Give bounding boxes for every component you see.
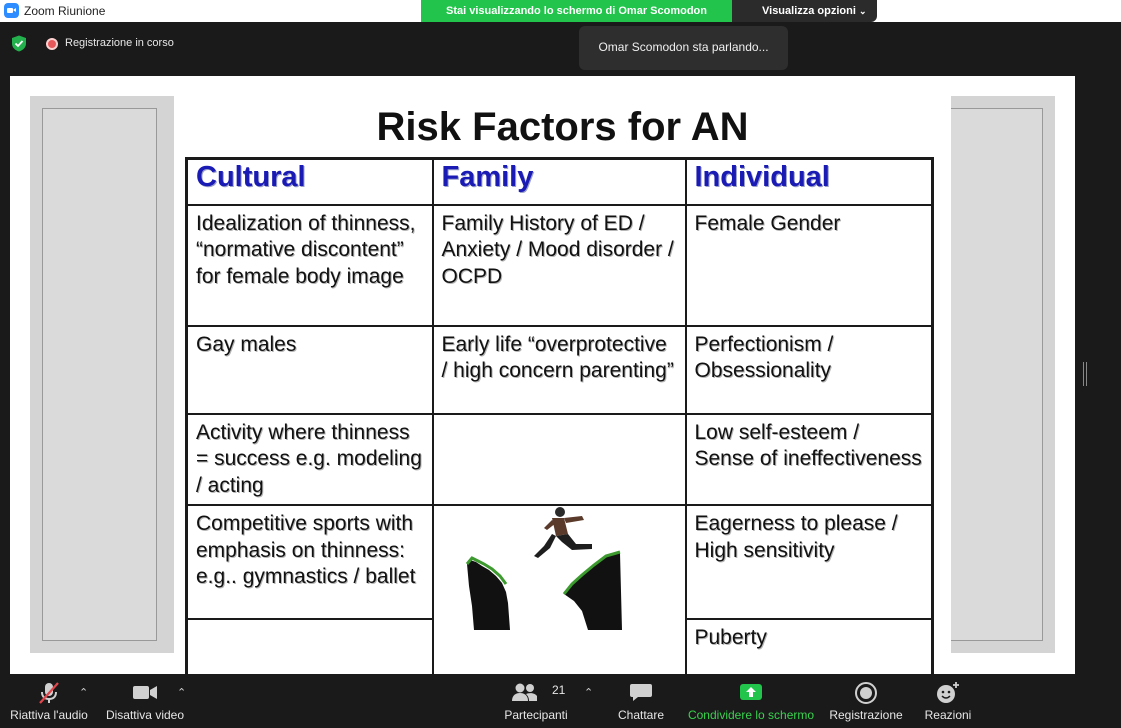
video-camera-icon xyxy=(132,681,158,703)
table-cell: Activity where thinness = success e.g. modeling / acting xyxy=(187,414,433,506)
table-header: Family xyxy=(433,159,686,205)
table-header: Cultural xyxy=(187,159,433,205)
table-cell: Perfectionism / Obsessionality xyxy=(686,326,933,414)
cliff-jump-illustration-cell xyxy=(433,505,686,683)
risk-factors-table xyxy=(185,157,934,685)
table-row xyxy=(187,205,933,326)
table-row xyxy=(187,505,933,619)
reactions-label: Reazioni xyxy=(924,708,972,722)
table-header: Individual xyxy=(686,159,933,205)
recording-status[interactable]: Registrazione in corso xyxy=(65,37,174,49)
active-speaker-toast: Omar Scomodon sta parlando... xyxy=(579,26,788,70)
share-screen-button[interactable] xyxy=(686,676,816,728)
stop-video-button[interactable] xyxy=(104,676,186,728)
smiley-plus-icon xyxy=(935,681,961,705)
chat-bubble-icon xyxy=(629,681,653,703)
slide-title: Risk Factors for AN xyxy=(376,105,749,149)
table-cell: Idealization of thinness, “normative discontent” for female body image xyxy=(187,205,433,326)
shield-check-icon[interactable] xyxy=(11,35,27,52)
record-button[interactable] xyxy=(827,676,905,728)
table-cell: Family History of ED / Anxiety / Mood disorder / OCPD xyxy=(433,205,686,326)
table-cell xyxy=(187,619,433,683)
meeting-toolbar xyxy=(0,676,1121,728)
record-icon xyxy=(854,681,878,705)
participants-icon xyxy=(511,681,539,703)
table-cell: Early life “overprotective / high concern parenting” xyxy=(433,326,686,414)
stop-video-label: Disattiva video xyxy=(105,708,185,722)
microphone-muted-icon xyxy=(38,681,60,705)
window-title: Zoom Riunione xyxy=(24,4,106,18)
chat-button[interactable] xyxy=(612,676,670,728)
recording-icon xyxy=(46,38,58,50)
unmute-audio-label: Riattiva l'audio xyxy=(10,708,88,722)
share-screen-arrow-icon xyxy=(739,681,763,703)
shared-screen xyxy=(10,76,1075,674)
slide-frame xyxy=(30,96,1055,653)
share-screen-label: Condividere lo schermo xyxy=(687,708,815,722)
table-cell: Puberty xyxy=(686,619,933,683)
resize-handle[interactable] xyxy=(1083,362,1087,386)
table-cell: Eagerness to please / High sensitivity xyxy=(686,505,933,619)
participants-options-caret-icon[interactable]: ⌃ xyxy=(584,687,594,699)
table-header-row xyxy=(187,159,933,205)
view-options-button[interactable] xyxy=(732,0,877,22)
table-row xyxy=(187,326,933,414)
table-cell xyxy=(433,414,686,506)
unmute-audio-button[interactable] xyxy=(6,676,92,728)
chevron-down-icon: ⌄ xyxy=(858,6,867,16)
screen-share-banner: Stai visualizzando lo schermo di Omar Scomodon xyxy=(421,0,732,22)
reactions-button[interactable] xyxy=(918,676,978,728)
table-cell: Competitive sports with emphasis on thinness: e.g.. gymnastics / ballet xyxy=(187,505,433,619)
table-row xyxy=(187,414,933,506)
zoom-logo-icon xyxy=(4,3,19,18)
view-options-label: Visualizza opzioni xyxy=(762,5,856,17)
participants-count-badge: 21 xyxy=(552,683,566,697)
table-cell: Low self-esteem / Sense of ineffectiveness xyxy=(686,414,933,506)
record-label: Registrazione xyxy=(829,708,903,722)
table-cell: Gay males xyxy=(187,326,433,414)
presentation-slide xyxy=(174,96,951,673)
chat-label: Chattare xyxy=(617,708,665,722)
slide-margin-left xyxy=(42,108,157,641)
cliff-jump-illustration xyxy=(464,506,629,630)
table-cell: Female Gender xyxy=(686,205,933,326)
audio-options-caret-icon[interactable]: ⌃ xyxy=(79,687,89,699)
video-options-caret-icon[interactable]: ⌃ xyxy=(177,687,187,699)
participants-label: Partecipanti xyxy=(504,708,568,722)
